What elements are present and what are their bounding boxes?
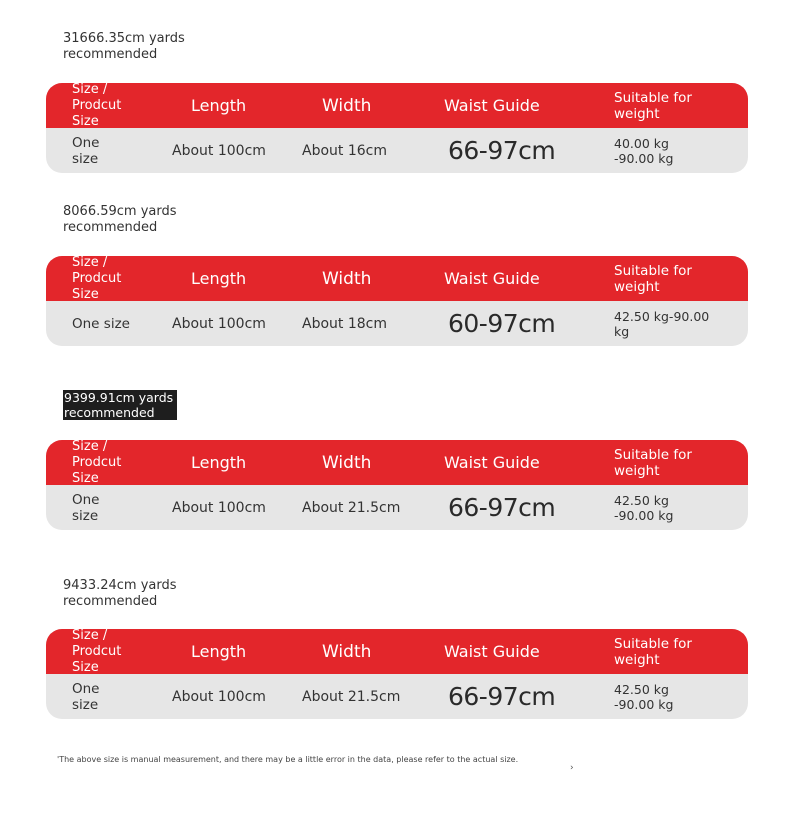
header-waist: Waist Guide: [444, 269, 540, 288]
header-width: Width: [322, 95, 372, 116]
header-weight: Suitable for weight: [614, 635, 692, 668]
size-table-4: [46, 629, 748, 719]
header-length: Length: [191, 453, 247, 472]
header-length: Length: [191, 642, 247, 661]
header-waist: Waist Guide: [444, 453, 540, 472]
size-caption-1: 31666.35cm yards recommended: [63, 31, 185, 62]
header-weight: Suitable for weight: [614, 446, 692, 479]
footnote-mark: ›: [570, 763, 574, 773]
cell-size: One size: [72, 134, 100, 167]
cell-weight: 42.50 kg -90.00 kg: [614, 681, 674, 712]
table-header: [46, 440, 748, 485]
size-caption-4: 9433.24cm yards recommended: [63, 578, 177, 609]
cell-length: About 100cm: [172, 499, 266, 516]
cell-size: One size: [72, 315, 130, 332]
header-length: Length: [191, 269, 247, 288]
cell-waist: 66-97cm: [448, 136, 556, 165]
header-size: Size / Prodcut Size: [72, 629, 122, 675]
cell-weight: 40.00 kg -90.00 kg: [614, 135, 674, 166]
header-weight: Suitable for weight: [614, 89, 692, 122]
measurement-footnote: 'The above size is manual measurement, and there may be a little error in the data, please refer to the actual size.: [57, 755, 519, 764]
cell-waist: 66-97cm: [448, 682, 556, 711]
cell-size: One size: [72, 680, 100, 713]
size-table-1: [46, 83, 748, 173]
header-waist: Waist Guide: [444, 96, 540, 115]
cell-weight: 42.50 kg-90.00 kg: [614, 308, 710, 339]
size-caption-3: 9399.91cm yards recommended: [63, 390, 177, 420]
size-caption-2: 8066.59cm yards recommended: [63, 204, 177, 235]
cell-length: About 100cm: [172, 315, 266, 332]
size-table-2: [46, 256, 748, 346]
cell-weight: 42.50 kg -90.00 kg: [614, 492, 674, 523]
header-length: Length: [191, 96, 247, 115]
cell-width: About 21.5cm: [302, 499, 401, 516]
header-width: Width: [322, 268, 372, 289]
cell-waist: 66-97cm: [448, 493, 556, 522]
cell-length: About 100cm: [172, 688, 266, 705]
cell-length: About 100cm: [172, 142, 266, 159]
header-weight: Suitable for weight: [614, 262, 692, 295]
header-width: Width: [322, 641, 372, 662]
header-size: Size / Prodcut Size: [72, 256, 122, 302]
header-width: Width: [322, 452, 372, 473]
cell-waist: 60-97cm: [448, 309, 556, 338]
table-header: [46, 256, 748, 301]
cell-size: One size: [72, 491, 100, 524]
cell-width: About 16cm: [302, 142, 387, 159]
cell-width: About 18cm: [302, 315, 387, 332]
size-table-3: [46, 440, 748, 530]
header-size: Size / Prodcut Size: [72, 440, 122, 486]
cell-width: About 21.5cm: [302, 688, 401, 705]
header-size: Size / Prodcut Size: [72, 83, 122, 129]
table-header: [46, 629, 748, 674]
header-waist: Waist Guide: [444, 642, 540, 661]
table-header: [46, 83, 748, 128]
